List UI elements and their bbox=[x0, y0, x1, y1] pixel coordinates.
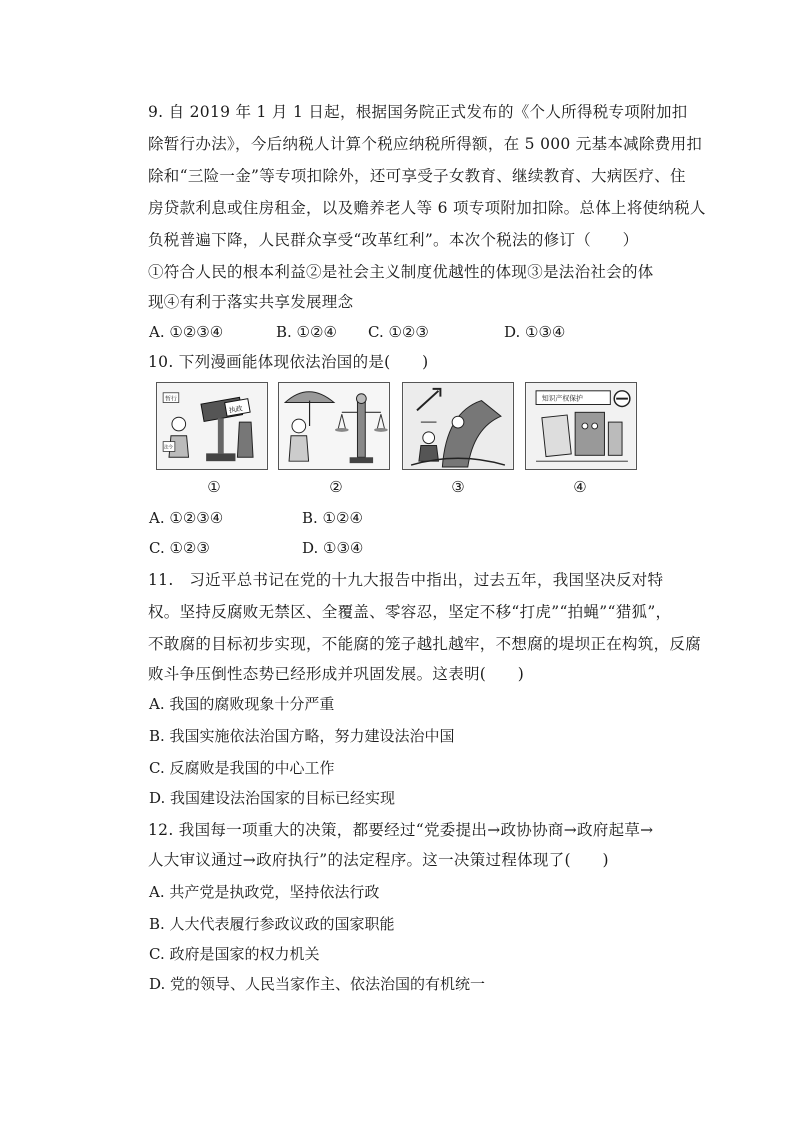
q12-line-1: 12. 我国每一项重大的决策，都要经过“党委提出→政协协商→政府起草→ bbox=[148, 821, 654, 839]
cartoon-1 bbox=[156, 382, 268, 470]
q10-option-d[interactable]: D. ①③④ bbox=[302, 539, 364, 557]
cartoon-3 bbox=[402, 382, 514, 470]
q12-option-b[interactable]: B. 人大代表履行参政议政的国家职能 bbox=[149, 915, 395, 933]
q11-option-a[interactable]: A. 我国的腐败现象十分严重 bbox=[149, 695, 335, 713]
q9-line-3: 除和“三险一金”等专项扣除外，还可享受子女教育、继续教育、大病医疗、住 bbox=[148, 167, 686, 185]
q12-option-a[interactable]: A. 共产党是执政党，坚持依法行政 bbox=[149, 883, 380, 901]
q11-line-3: 不敢腐的目标初步实现，不能腐的笼子越扎越牢，不想腐的堤坝正在构筑，反腐 bbox=[148, 635, 702, 653]
q10-stem: 10. 下列漫画能体现依法治国的是( ) bbox=[148, 353, 429, 371]
q9-option-d[interactable]: D. ①③④ bbox=[504, 323, 566, 341]
q11-line-4: 败斗争压倒性态势已经形成并巩固发展。这表明( ) bbox=[148, 665, 525, 683]
cartoon-4-label: ④ bbox=[573, 478, 587, 496]
svg-text:执政: 执政 bbox=[228, 404, 244, 415]
cartoon-2-label: ② bbox=[329, 478, 343, 496]
q12-line-2: 人大审议通过→政府执行”的法定程序。这一决策过程体现了( ) bbox=[148, 851, 609, 869]
cartoon-4-banner-text: 知识产权保护 bbox=[541, 394, 583, 403]
q9-line-6: ①符合人民的根本利益②是社会主义制度优越性的体现③是法治社会的体 bbox=[148, 263, 654, 281]
q11-option-d[interactable]: D. 我国建设法治国家的目标已经实现 bbox=[149, 789, 396, 807]
cartoon-3-label: ③ bbox=[451, 478, 465, 496]
q12-option-d[interactable]: D. 党的领导、人民当家作主、依法治国的有机统一 bbox=[149, 975, 486, 993]
cartoon-4 bbox=[525, 382, 637, 470]
q9-option-c[interactable]: C. ①②③ bbox=[368, 323, 429, 341]
q11-line-1: 11. 习近平总书记在党的十九大报告中指出，过去五年，我国坚决反对特 bbox=[148, 571, 664, 589]
q9-line-7: 现④有利于落实共享发展理念 bbox=[148, 293, 354, 311]
q10-option-c[interactable]: C. ①②③ bbox=[149, 539, 210, 557]
q9-line-4: 房贷款利息或住房租金，以及赡养老人等 6 项专项附加扣除。总体上将使纳税人 bbox=[148, 199, 706, 217]
q12-option-c[interactable]: C. 政府是国家的权力机关 bbox=[149, 945, 320, 963]
q11-line-2: 权。坚持反腐败无禁区、全覆盖、零容忍，坚定不移“打虎”“拍蝇”“猎狐”， bbox=[148, 603, 672, 621]
q9-option-b[interactable]: B. ①②④ bbox=[276, 323, 337, 341]
cartoon-1-label: ① bbox=[207, 478, 221, 496]
q10-option-a[interactable]: A. ①②③④ bbox=[149, 509, 224, 527]
q11-option-c[interactable]: C. 反腐败是我国的中心工作 bbox=[149, 759, 335, 777]
q9-option-a[interactable]: A. ①②③④ bbox=[149, 323, 224, 341]
svg-text:法令: 法令 bbox=[164, 445, 173, 451]
q9-line-2: 除暂行办法》，今后纳税人计算个税应纳税所得额，在 5 000 元基本减除费用扣 bbox=[148, 135, 703, 153]
cartoon-2 bbox=[278, 382, 390, 470]
q11-option-b[interactable]: B. 我国实施依法治国方略，努力建设法治中国 bbox=[149, 727, 455, 745]
q10-option-b[interactable]: B. ①②④ bbox=[302, 509, 363, 527]
cartoon-1-sign-text: 暂行 bbox=[165, 396, 177, 403]
q9-line-1: 9. 自 2019 年 1 月 1 日起，根据国务院正式发布的《个人所得税专项附加扣 bbox=[148, 103, 688, 121]
q9-line-5: 负税普遍下降，人民群众享受“改革红利”。本次个税法的修订（ ） bbox=[148, 231, 639, 249]
